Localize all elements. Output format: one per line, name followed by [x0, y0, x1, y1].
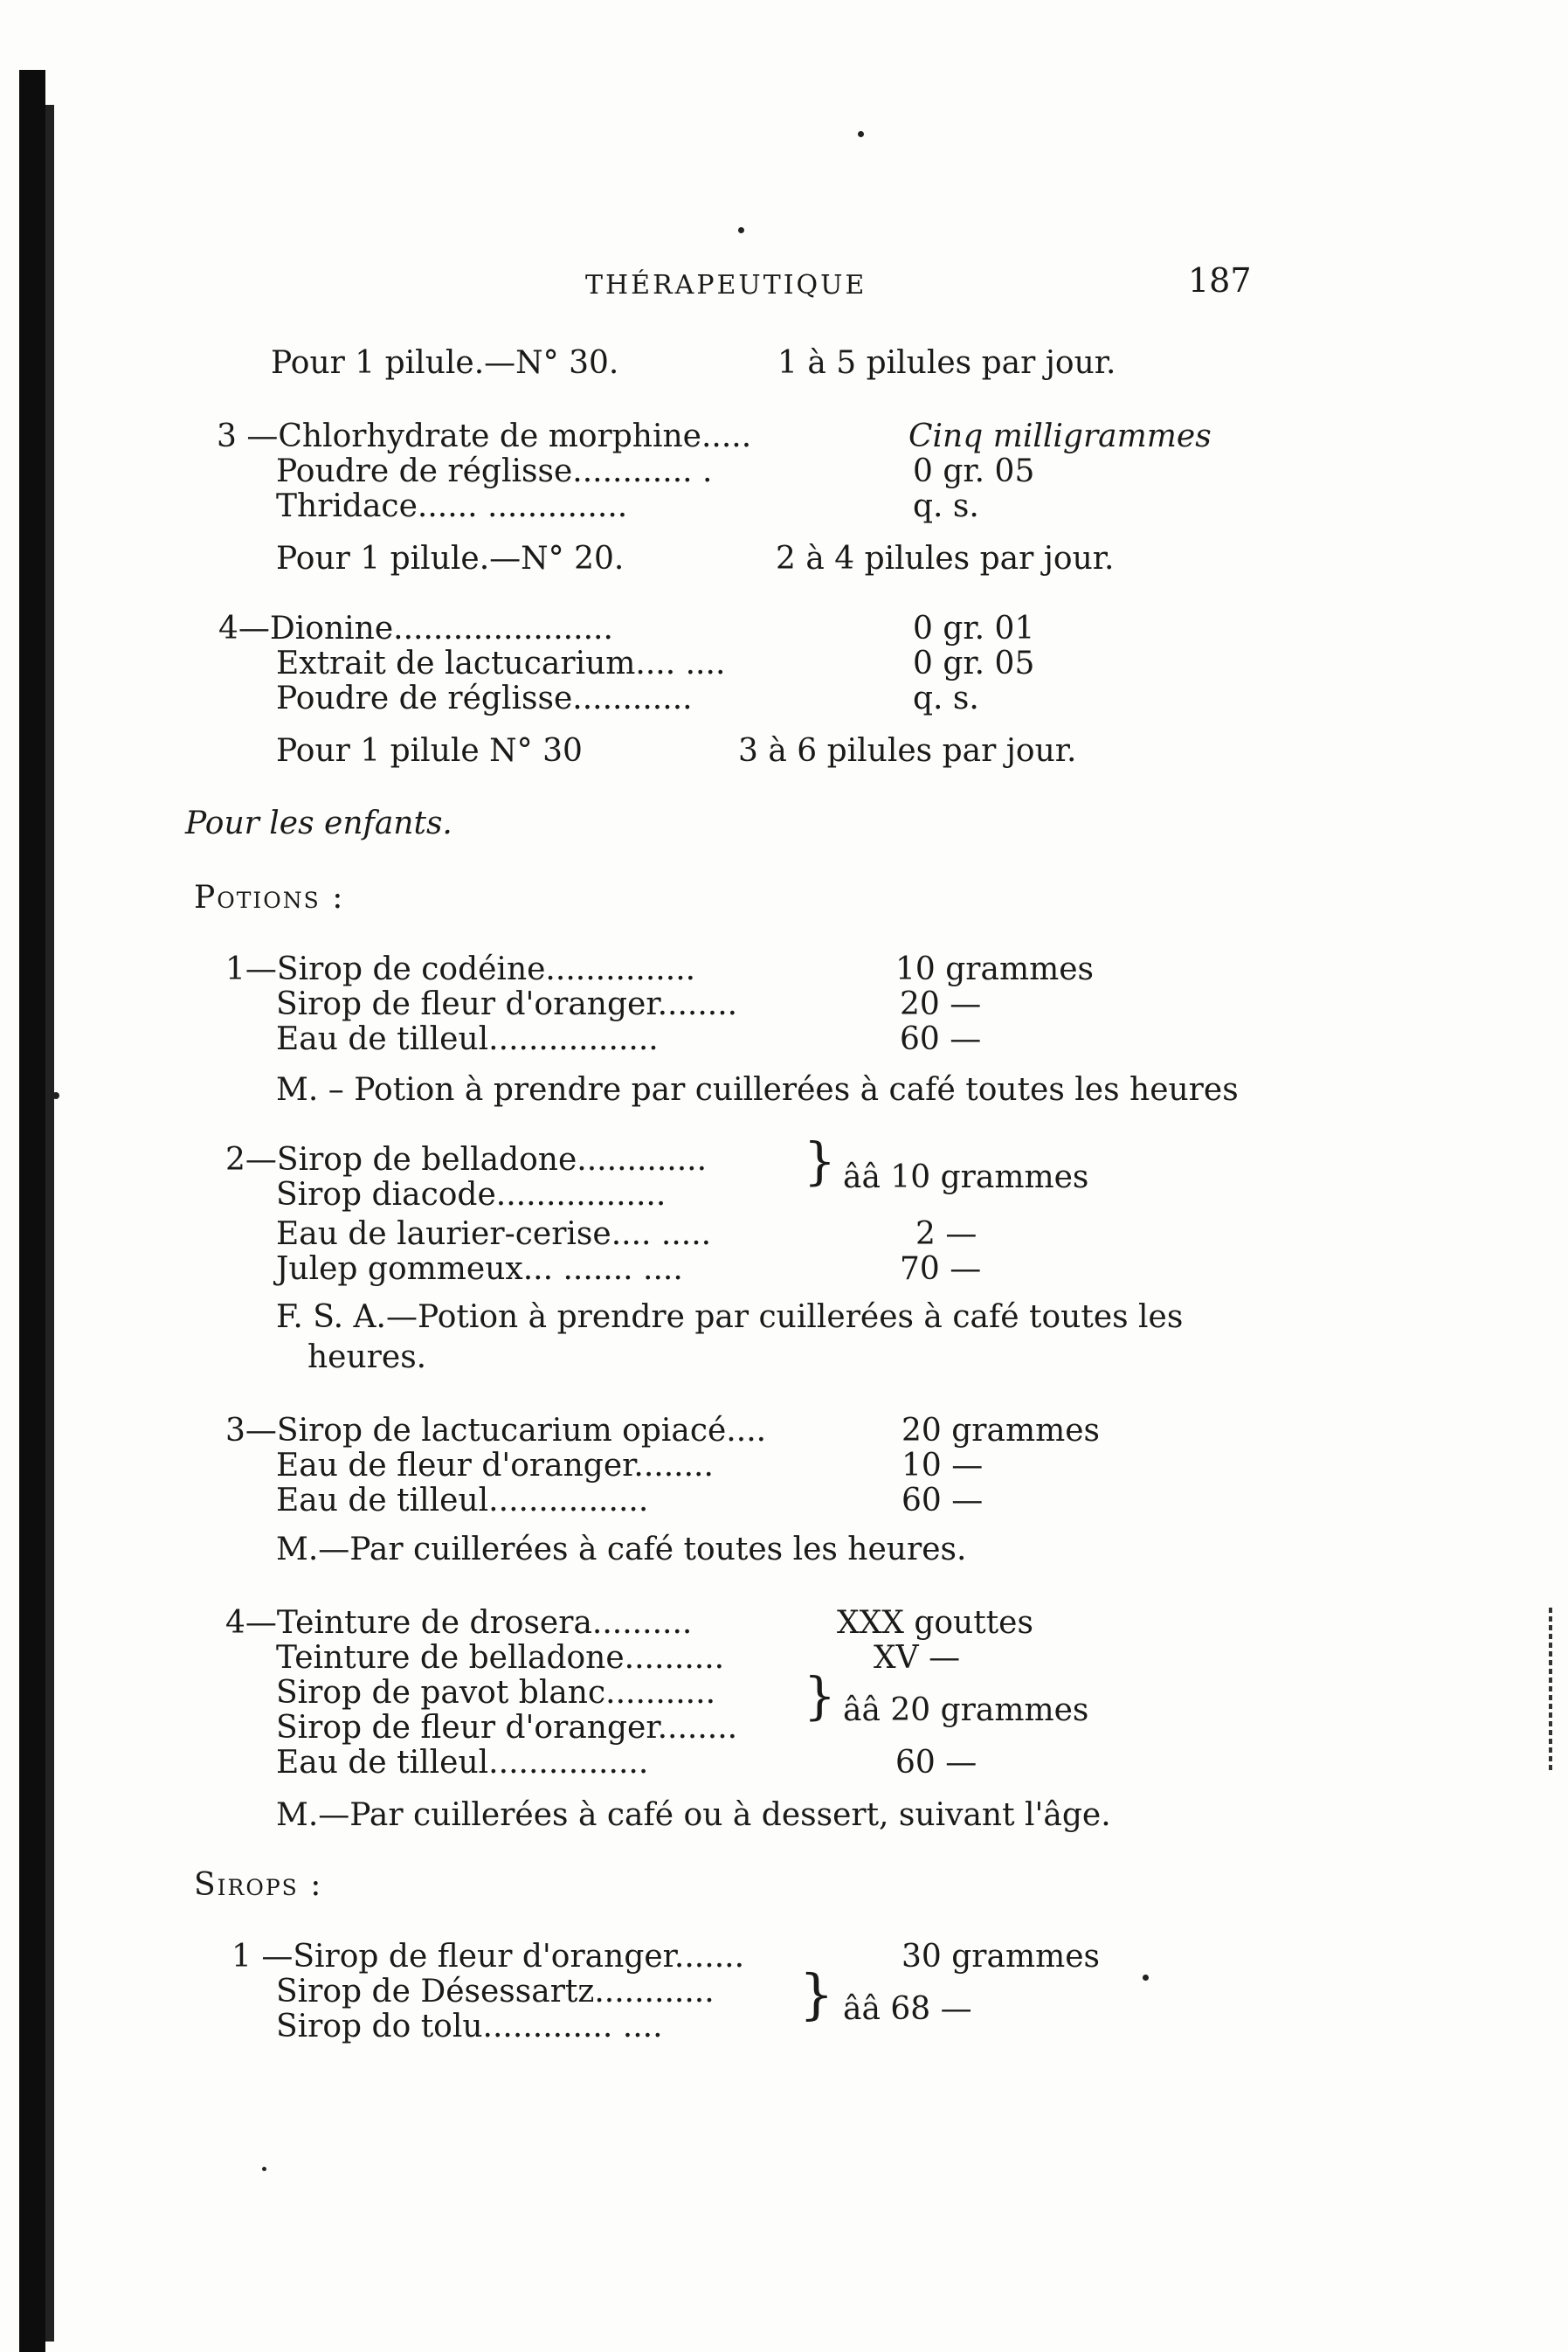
text-line-l3b: 0 gr. 05 — [913, 453, 1035, 489]
text-line-l5: Pour 1 pilule.—N° 20. — [276, 541, 625, 577]
text-line-l4: Thridace...... .............. — [276, 488, 628, 524]
text-line-l18: Eau de laurier-cerise.... ..... — [276, 1216, 712, 1252]
text-line-l19: Julep gommeux... ....... .... — [276, 1251, 683, 1287]
text-line-l27: Teinture de belladone.......... — [276, 1640, 725, 1676]
text-line-l12b: 10 grammes — [895, 951, 1095, 987]
text-line-l6: 4—Dionine...................... — [218, 611, 613, 647]
text-line-l28b: ââ 20 grammes — [843, 1692, 1089, 1728]
text-line-l11: Potions : — [194, 880, 345, 916]
speck — [1143, 1975, 1149, 1981]
speck — [858, 131, 864, 137]
text-line-l34: Sirop de Désessartz............ — [276, 1974, 715, 2010]
running-head-title: THÉRAPEUTIQUE — [585, 270, 867, 301]
text-line-l7: Extrait de lactucarium.... .... — [276, 646, 726, 681]
text-line-l33b: 30 grammes — [901, 1939, 1101, 1975]
text-line-l1b: 1 à 5 pilules par jour. — [777, 345, 1116, 381]
text-line-l16b: ââ 10 grammes — [843, 1159, 1089, 1195]
text-line-l17: Sirop diacode................. — [276, 1177, 667, 1213]
speck — [738, 227, 744, 233]
text-line-l22: 3—Sirop de lactucarium opiacé.... — [225, 1413, 767, 1449]
book-spine-shadow — [19, 70, 45, 2352]
text-line-l7b: 0 gr. 05 — [913, 646, 1035, 681]
speck — [52, 1092, 59, 1099]
text-line-l13: Sirop de fleur d'oranger........ — [276, 986, 738, 1022]
text-line-l14b: 60 — — [900, 1021, 982, 1057]
text-line-l29: Sirop de fleur d'oranger........ — [276, 1710, 738, 1746]
text-line-l26b: XXX gouttes — [837, 1605, 1033, 1641]
text-line-l25: M.—Par cuillerées à café toutes les heures. — [276, 1532, 967, 1567]
book-gutter-shadow — [45, 105, 54, 2342]
text-line-l16: 2—Sirop de belladone............. — [225, 1142, 708, 1178]
brace-group-pavot-oranger: } — [804, 1666, 836, 1726]
text-line-l8b: q. s. — [913, 681, 979, 716]
brace-group-belladone-diacode: } — [804, 1131, 836, 1191]
text-line-l26: 4—Teinture de drosera.......... — [225, 1605, 693, 1641]
text-line-l24b: 60 — — [901, 1483, 984, 1518]
text-line-l28: Sirop de pavot blanc........... — [276, 1675, 716, 1711]
text-line-l15: M. – Potion à prendre par cuillerées à café toutes les heures — [276, 1072, 1239, 1108]
text-line-l22b: 20 grammes — [901, 1413, 1101, 1449]
text-line-l18b: 2 — — [915, 1216, 977, 1252]
text-line-l27b: XV — — [874, 1640, 961, 1676]
text-line-l35: Sirop do tolu............. .... — [276, 2009, 663, 2044]
text-line-l4b: q. s. — [913, 488, 979, 524]
text-line-l33: 1 —Sirop de fleur d'oranger....... — [231, 1939, 745, 1975]
text-line-l30b: 60 — — [895, 1745, 977, 1781]
text-line-l20: F. S. A.—Potion à prendre par cuillerées à café toutes les — [276, 1299, 1184, 1335]
page-number: 187 — [1188, 261, 1252, 300]
text-line-l34b: ââ 68 — — [843, 1991, 972, 2027]
text-line-l13b: 20 — — [900, 986, 982, 1022]
brace-group-desessartz-tolu: } — [799, 1962, 834, 2026]
text-line-l12: 1—Sirop de codéine............... — [225, 951, 696, 987]
text-line-l8: Poudre de réglisse............ — [276, 681, 693, 716]
text-line-l31: M.—Par cuillerées à café ou à dessert, suivant l'âge. — [276, 1797, 1111, 1833]
text-line-l6b: 0 gr. 01 — [913, 611, 1035, 647]
speck — [262, 2167, 266, 2171]
text-line-l23: Eau de fleur d'oranger........ — [276, 1448, 714, 1484]
text-line-l24: Eau de tilleul................ — [276, 1483, 649, 1518]
text-line-l2: 3 —Chlorhydrate de morphine..... — [217, 419, 752, 454]
text-line-l9: Pour 1 pilule N° 30 — [276, 733, 583, 769]
text-line-l30: Eau de tilleul................ — [276, 1745, 649, 1781]
page-edge-marks — [1549, 1608, 1552, 1774]
text-line-l23b: 10 — — [901, 1448, 984, 1484]
text-line-l19b: 70 — — [900, 1251, 982, 1287]
text-line-l14: Eau de tilleul................. — [276, 1021, 659, 1057]
text-line-l32: Sirops : — [194, 1867, 323, 1903]
text-line-l10: Pour les enfants. — [185, 806, 452, 841]
text-line-l3: Poudre de réglisse............ . — [276, 453, 713, 489]
text-line-l2b: Cinq milligrammes — [908, 419, 1212, 454]
text-line-l21: heures. — [307, 1339, 427, 1375]
text-line-l1: Pour 1 pilule.—N° 30. — [271, 345, 619, 381]
text-line-l9b: 3 à 6 pilules par jour. — [738, 733, 1077, 769]
text-line-l5b: 2 à 4 pilules par jour. — [776, 541, 1115, 577]
